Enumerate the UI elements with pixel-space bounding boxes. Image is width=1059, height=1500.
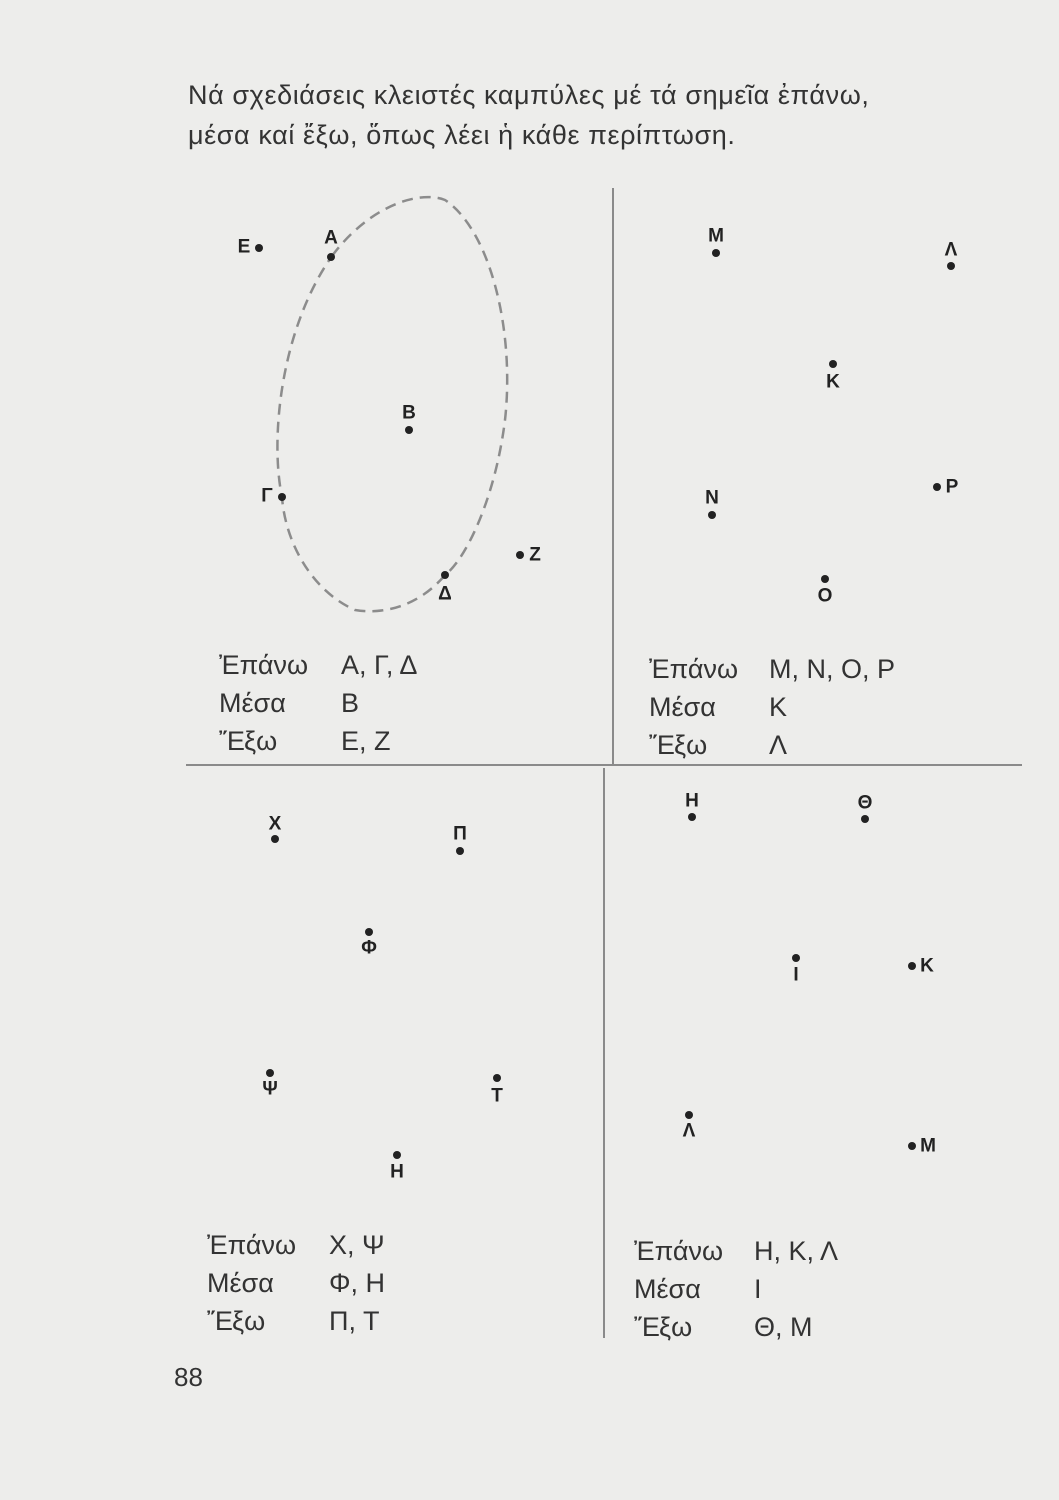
point-label: Ι (793, 964, 799, 986)
point-dot (712, 249, 720, 257)
legend-out-label: Ἔξω (634, 1312, 693, 1342)
legend-out-points: Θ, Μ (754, 1312, 813, 1342)
legend (207, 1226, 385, 1340)
point-dot (908, 1142, 916, 1150)
point-dot (688, 813, 696, 821)
point-label: Ζ (529, 544, 541, 566)
point-dot (365, 928, 373, 936)
point-dot (516, 551, 524, 559)
point-dot (405, 426, 413, 434)
legend-on-label: Ἐπάνω (219, 650, 309, 680)
point-label: Ψ (262, 1078, 278, 1100)
legend (634, 1232, 838, 1346)
legend-in-points: Φ, Η (329, 1268, 386, 1298)
point-label: Χ (268, 813, 282, 835)
point-dot (861, 815, 869, 823)
legend-on-points: Μ, Ν, Ο, Ρ (769, 654, 896, 684)
point-label: Φ (361, 937, 377, 959)
point-dot (947, 262, 955, 270)
legend-in-label: Μέσα (207, 1268, 274, 1298)
point-label: Γ (261, 485, 273, 507)
point-dot (271, 835, 279, 843)
page-number: 88 (174, 1362, 203, 1392)
point-dot (493, 1074, 501, 1082)
point-dot (829, 360, 837, 368)
point-dot (393, 1151, 401, 1159)
point-label: Κ (826, 371, 840, 393)
legend-in-points: Ι (754, 1274, 762, 1304)
point-label: Δ (438, 583, 452, 605)
point-dot (278, 493, 286, 501)
point-label: Ρ (945, 476, 959, 498)
point-label: Π (453, 823, 467, 845)
point-label: Τ (491, 1085, 503, 1107)
legend-on-label: Ἐπάνω (649, 654, 739, 684)
legend-on-label: Ἐπάνω (634, 1236, 724, 1266)
point-dot (908, 962, 916, 970)
point-label: Ν (705, 487, 719, 509)
legend-on-points: Α, Γ, Δ (341, 650, 418, 680)
legend (219, 646, 417, 760)
point-label: Β (402, 402, 416, 424)
point-dot (456, 847, 464, 855)
point-dot (685, 1111, 693, 1119)
legend-out-points: Λ (769, 730, 788, 760)
point-dot (255, 244, 263, 252)
point-dot (792, 954, 800, 962)
point-label: Ο (817, 585, 833, 607)
legend-in-label: Μέσα (219, 688, 286, 718)
legend-out-label: Ἔξω (207, 1306, 266, 1336)
point-label: Α (324, 227, 338, 249)
point-label: Λ (944, 239, 958, 261)
legend-in-points: Κ (769, 692, 788, 722)
legend-in-label: Μέσα (649, 692, 716, 722)
point-label: Ε (237, 236, 251, 258)
point-label: Λ (682, 1120, 696, 1142)
point-label: Η (390, 1161, 404, 1183)
legend-out-label: Ἔξω (219, 726, 278, 756)
point-dot (933, 483, 941, 491)
legend-out-label: Ἔξω (649, 730, 708, 760)
point-dot (821, 575, 829, 583)
point-label: Η (685, 790, 699, 812)
point-label: Κ (920, 955, 934, 977)
legend-in-label: Μέσα (634, 1274, 701, 1304)
point-label: Μ (708, 225, 724, 247)
instruction-line-1: Νά σχεδιάσεις κλειστές καμπύλες μέ τά σημεῖα ἐπάνω, (188, 80, 870, 110)
legend (649, 650, 895, 764)
legend-on-points: Η, Κ, Λ (754, 1236, 839, 1266)
point-dot (708, 511, 716, 519)
point-label: Θ (857, 792, 873, 814)
point-dot (266, 1069, 274, 1077)
legend-out-points: Ε, Ζ (341, 726, 391, 756)
point-dot (327, 253, 335, 261)
legend-on-label: Ἐπάνω (207, 1230, 297, 1260)
legend-in-points: Β (341, 688, 360, 718)
legend-out-points: Π, Τ (329, 1306, 380, 1336)
instruction-line-2: μέσα καί ἔξω, ὅπως λέει ἡ κάθε περίπτωση. (188, 120, 736, 150)
legend-on-points: Χ, Ψ (329, 1230, 385, 1260)
point-dot (441, 571, 449, 579)
point-label: Μ (920, 1135, 936, 1157)
